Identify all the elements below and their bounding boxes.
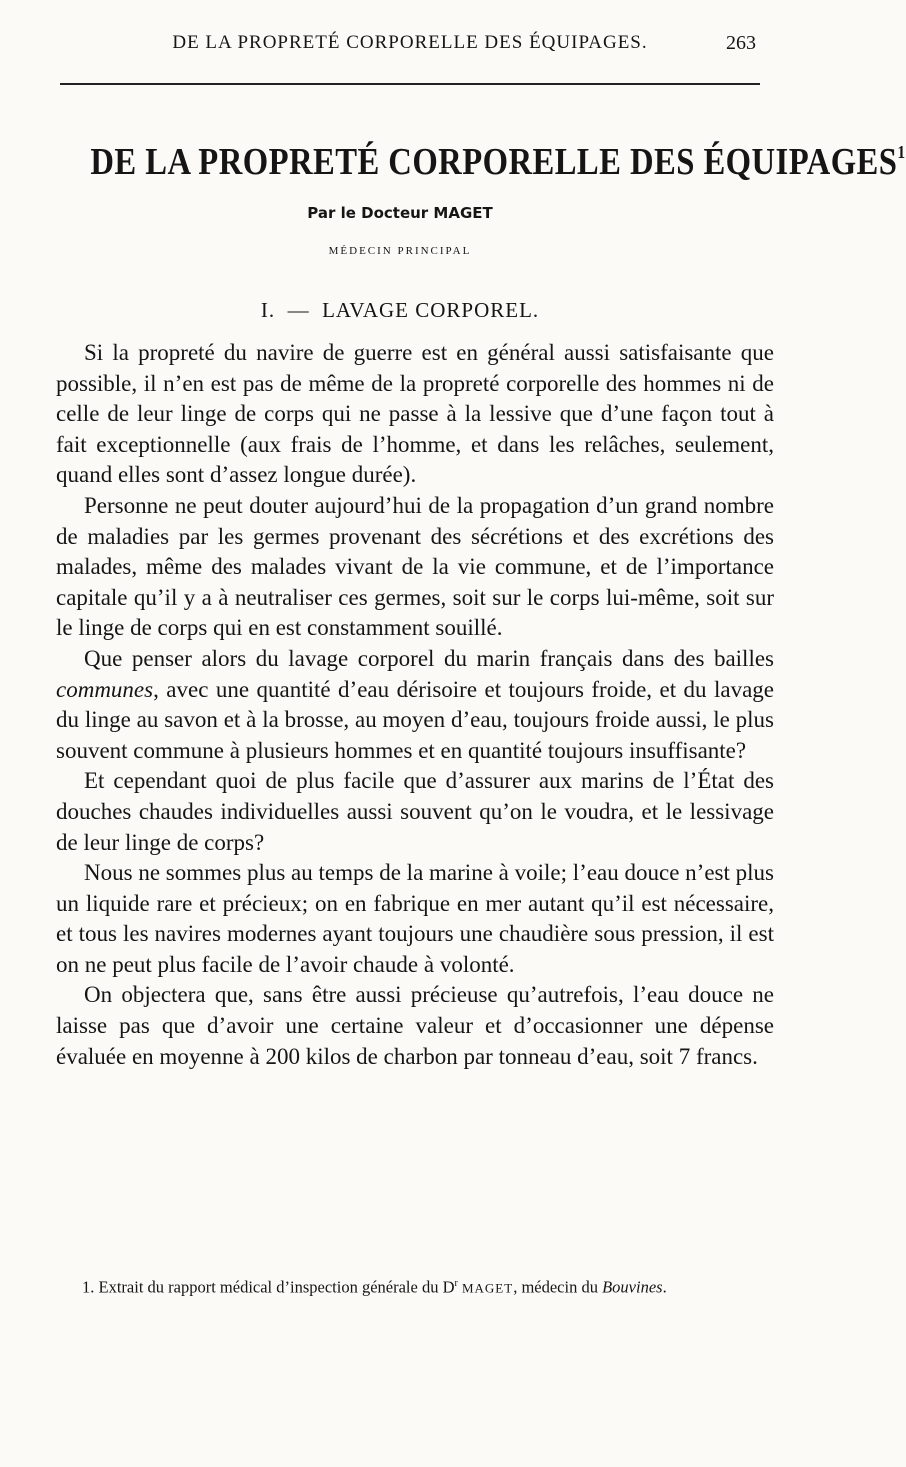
article-title — [90, 140, 906, 184]
header-rule — [60, 83, 760, 85]
footnote-number: 1. — [82, 1277, 95, 1297]
paragraph: Si la propreté du navire de guerre est en général aussi satisfaisante que possible, il n’en est pas de même de la propreté corporelle des hommes ni de celle de leur linge de corps qui ne passe à la lessive que d’une façon tout à fait exceptionnelle (aux frais de l’homme, et dans les relâches, seulement, quand elles sont d’assez longue durée). — [56, 340, 774, 488]
byline: Par le Docteur MAGET — [307, 204, 493, 222]
paragraph: Nous ne sommes plus au temps de la marine à voile; l’eau douce n’est plus un liquide rare et précieux; on en fabrique en mer autant qu’il est nécessaire, et tous les navires modernes ayant toujours une chaudière sous pression, il est on ne peut plus facile de l’avoir chaude à volonté. — [56, 860, 774, 977]
footnote-text: Extrait du rapport médical d’inspection générale du D — [98, 1277, 455, 1297]
paragraph-text: Que penser alors du lavage corporel du marin français dans des bailles — [84, 645, 774, 671]
running-title: DE LA PROPRETÉ CORPORELLE DES ÉQUIPAGES. — [172, 32, 648, 53]
title-footnote-mark: 1 — [897, 142, 906, 162]
footnote-text: , médecin du — [513, 1277, 603, 1297]
running-header — [60, 30, 760, 60]
page-number: 263 — [726, 32, 756, 54]
article-title-text: DE LA PROPRETÉ CORPORELLE DES ÉQUIPAGES — [90, 141, 898, 183]
footnote-ship-name: Bouvines — [602, 1277, 663, 1297]
emphasis-text: communes — [56, 676, 154, 702]
paragraph — [56, 644, 774, 766]
paragraph: On objectera que, sans être aussi précieuse qu’autrefois, l’eau douce ne laisse pas que d’avoir une certaine valeur et d’occasionner une dépense évaluée en moyenne à 200 kilos de charbon par tonneau d’eau, soit 7 francs. — [56, 982, 774, 1069]
footnote — [56, 1273, 774, 1300]
body-text — [56, 338, 774, 1072]
paragraph: Personne ne peut douter aujourd’hui de la propagation d’un grand nombre de maladies par les germes provenant des sécrétions et des excrétions des malades, même des malades vivant de la vie commune, et de l’importance capitale qu’il y a à neutraliser ces germes, soit sur le corps lui-même, soit sur le linge de corps qui en est constamment souillé. — [56, 492, 774, 641]
paragraph-text: , avec une quantité d’eau dérisoire et toujours froide, et du lavage du linge au savon et à la brosse, au moyen d’eau, toujours froide aussi, le plus souvent commune à plusieurs hommes et en quantité toujours insuffisante? — [56, 676, 774, 763]
footnote-author-name: MAGET — [461, 1280, 514, 1296]
paragraph: Et cependant quoi de plus facile que d’assurer aux marins de l’État des douches chaudes individuelles aussi souvent qu’on le voudra, et le lessivage de leur linge de corps? — [56, 768, 774, 855]
author-affiliation: MÉDECIN PRINCIPAL — [328, 245, 472, 257]
footnote-end: . — [662, 1277, 667, 1297]
footnote-superscript: r — [454, 1278, 458, 1289]
section-heading: I. — LAVAGE CORPOREL. — [260, 298, 540, 322]
